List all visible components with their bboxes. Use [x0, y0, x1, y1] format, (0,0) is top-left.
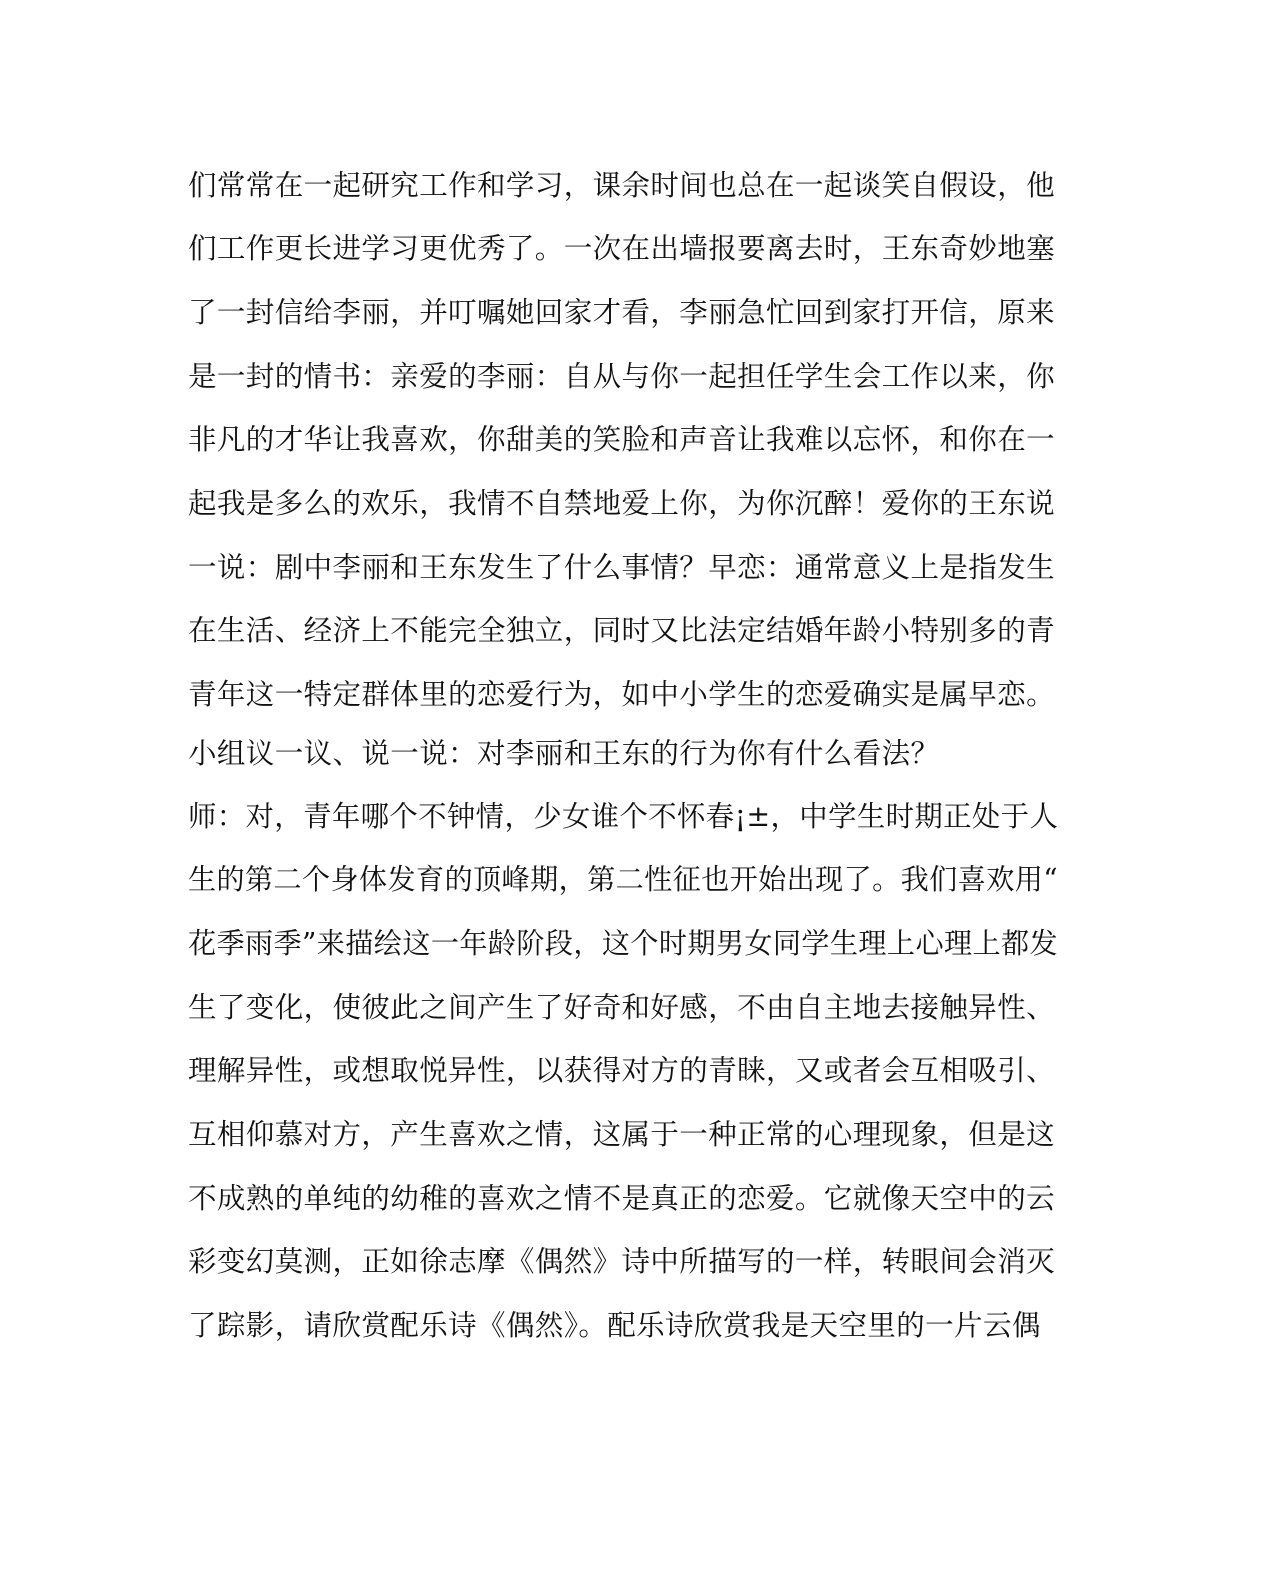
text-line: 生的第二个身体发育的顶峰期，第二性征也开始出现了。我们喜欢用“: [188, 863, 1058, 896]
text-line: 师：对，青年哪个不钟情，少女谁个不怀春¡±，中学生时期正处于人: [188, 800, 1059, 833]
text-line: 彩变幻莫测，正如徐志摩《偶然》诗中所描写的一样，转眼间会消灭: [188, 1245, 1056, 1278]
text-line: 花季雨季”来描绘这一年龄阶段，这个时期男女同学生理上心理上都发: [188, 927, 1058, 960]
text-line: 了一封信给李丽，并叮嘱她回家才看，李丽急忙回到家打开信，原来: [188, 296, 1056, 329]
text-line: 们工作更长进学习更优秀了。一次在出墙报要离去时，王东奇妙地塞: [188, 232, 1056, 265]
text-line: 们常常在一起研究工作和学习，课余时间也总在一起谈笑自假设，他: [188, 169, 1056, 202]
text-line: 互相仰慕对方，产生喜欢之情，这属于一种正常的心理现象，但是这: [188, 1118, 1056, 1151]
text-line: 非凡的才华让我喜欢，你甜美的笑脸和声音让我难以忘怀，和你在一: [188, 423, 1056, 456]
text-line: 了踪影，请欣赏配乐诗《偶然》。配乐诗欣赏我是天空里的一片云偶: [188, 1309, 1041, 1342]
text-line: 理解异性，或想取悦异性，以获得对方的青睐，又或者会互相吸引、: [188, 1054, 1056, 1087]
text-line: 青年这一特定群体里的恋爱行为，如中小学生的恋爱确实是属早恋。: [188, 678, 1056, 711]
text-line: 起我是多么的欢乐，我情不自禁地爱上你，为你沉醉！爱你的王东说: [188, 487, 1056, 520]
text-line: 小组议一议、说一说：对李丽和王东的行为你有什么看法？: [188, 737, 940, 770]
text-line: 在生活、经济上不能完全独立，同时又比法定结婚年龄小特别多的青: [188, 614, 1056, 647]
text-line: 不成熟的单纯的幼稚的喜欢之情不是真正的恋爱。它就像天空中的云: [188, 1182, 1056, 1215]
text-line: 一说：剧中李丽和王东发生了什么事情？早恋：通常意义上是指发生: [188, 551, 1056, 584]
text-line: 生了变化，使彼此之间产生了好奇和好感，不由自主地去接触异性、: [188, 991, 1056, 1024]
text-line: 是一封的情书：亲爱的李丽：自从与你一起担任学生会工作以来，你: [188, 360, 1056, 393]
